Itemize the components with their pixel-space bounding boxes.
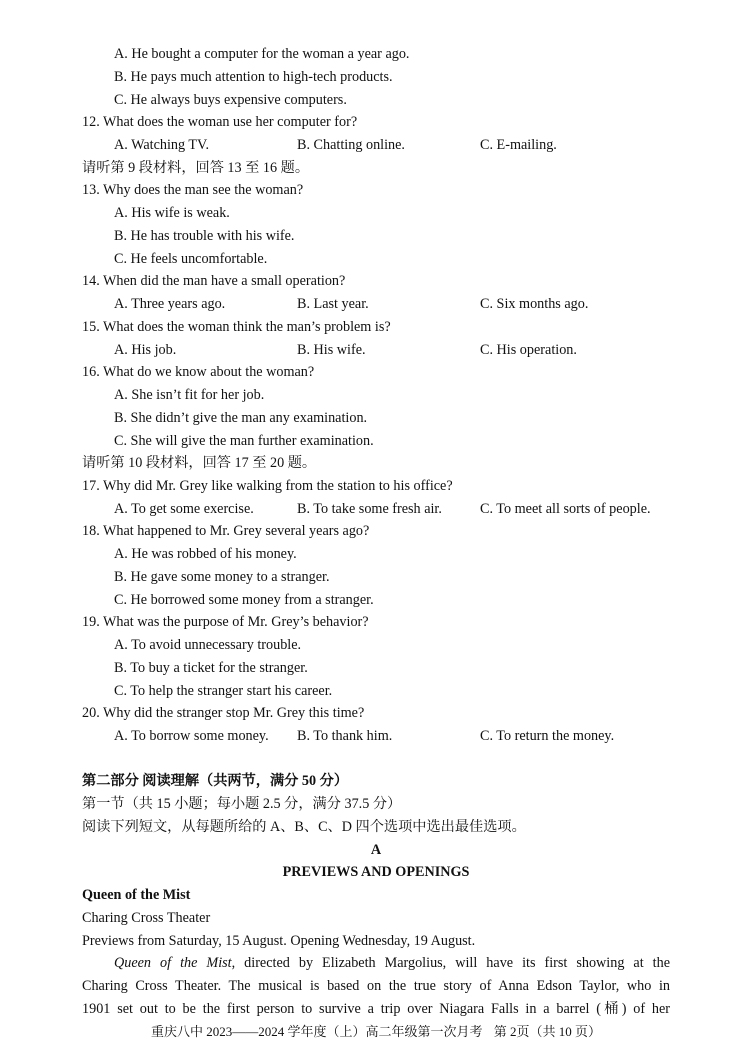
q15-options — [114, 340, 670, 360]
paragraph-line-1-text: , directed by Elizabeth Margolius, will have its first showing at the — [231, 955, 670, 971]
passage-title: PREVIEWS AND OPENINGS — [282, 864, 470, 880]
instruction-section-9: 请听第 9 段材料，回答 13 至 16 题。 — [82, 160, 310, 176]
instruction-section-10: 请听第 10 段材料，回答 17 至 20 题。 — [82, 455, 317, 471]
q17-option-c: C. To meet all sorts of people. — [480, 501, 651, 517]
q14-options — [114, 294, 670, 314]
q20-options — [114, 726, 670, 746]
q17-options — [114, 499, 670, 519]
show-title: Queen of the Mist — [82, 887, 191, 903]
q12-question: 12. What does the woman use her computer for? — [82, 114, 358, 130]
q18-option-a: A. He was robbed of his money. — [114, 546, 297, 562]
q16-option-b: B. She didn’t give the man any examination. — [114, 410, 368, 426]
q11-option-c: C. He always buys expensive computers. — [114, 92, 347, 108]
venue: Charing Cross Theater — [82, 910, 211, 926]
q12-option-c: C. E-mailing. — [480, 137, 557, 153]
q14-option-a: A. Three years ago. — [114, 296, 226, 312]
q15-question: 15. What does the woman think the man’s problem is? — [82, 319, 391, 335]
show-title-inline: Queen of the Mist — [114, 955, 232, 971]
q12-options — [114, 135, 670, 155]
q19-option-b: B. To buy a ticket for the stranger. — [114, 660, 308, 676]
q11-option-a: A. He bought a computer for the woman a year ago. — [114, 46, 410, 62]
q17-option-a: A. To get some exercise. — [114, 501, 254, 517]
part2-instruction: 阅读下列短文，从每题所给的 A、B、C、D 四个选项中选出最佳选项。 — [82, 819, 526, 835]
part2-subheading: 第一节（共 15 小题；每小题 2.5 分，满分 37.5 分） — [82, 796, 402, 812]
q17-option-b: B. To take some fresh air. — [297, 501, 442, 517]
paragraph-line-1 — [114, 953, 670, 973]
q15-option-b: B. His wife. — [297, 342, 366, 358]
paragraph-line-3: 1901 set out to be the first person to survive a trip over Niagara Falls in a barrel (桶) of her — [82, 1001, 670, 1017]
footer-page-number: 第 2页（共 10 页） — [493, 1024, 602, 1039]
passage-letter: A — [370, 842, 382, 858]
paragraph-line-2: Charing Cross Theater. The musical is based on the true story of Anna Edson Taylor, who in — [82, 978, 670, 994]
q14-option-b: B. Last year. — [297, 296, 369, 312]
q16-question: 16. What do we know about the woman? — [82, 364, 315, 380]
q12-option-a: A. Watching TV. — [114, 137, 210, 153]
q19-question: 19. What was the purpose of Mr. Grey’s behavior? — [82, 614, 369, 630]
q15-option-c: C. His operation. — [480, 342, 577, 358]
q16-option-c: C. She will give the man further examination. — [114, 433, 374, 449]
q18-question: 18. What happened to Mr. Grey several years ago? — [82, 523, 370, 539]
q19-option-a: A. To avoid unnecessary trouble. — [114, 637, 302, 653]
q13-option-b: B. He has trouble with his wife. — [114, 228, 295, 244]
q12-option-b: B. Chatting online. — [297, 137, 405, 153]
q18-option-c: C. He borrowed some money from a stranger. — [114, 592, 374, 608]
q14-option-c: C. Six months ago. — [480, 296, 589, 312]
q20-option-b: B. To thank him. — [297, 728, 393, 744]
q13-option-a: A. His wife is weak. — [114, 205, 230, 221]
q20-option-a: A. To borrow some money. — [114, 728, 269, 744]
page-footer — [0, 1023, 752, 1041]
footer-exam-info: 重庆八中 2023——2024 学年度（上）高二年级第一次月考 — [150, 1024, 483, 1039]
q13-option-c: C. He feels uncomfortable. — [114, 251, 268, 267]
q14-question: 14. When did the man have a small operation? — [82, 273, 346, 289]
q19-option-c: C. To help the stranger start his career. — [114, 683, 333, 699]
part2-heading: 第二部分 阅读理解（共两节，满分 50 分） — [82, 773, 349, 789]
q20-option-c: C. To return the money. — [480, 728, 615, 744]
q20-question: 20. Why did the stranger stop Mr. Grey this time? — [82, 705, 365, 721]
preview-dates: Previews from Saturday, 15 August. Opening Wednesday, 19 August. — [82, 933, 476, 949]
q13-question: 13. Why does the man see the woman? — [82, 182, 304, 198]
q18-option-b: B. He gave some money to a stranger. — [114, 569, 330, 585]
q15-option-a: A. His job. — [114, 342, 177, 358]
q11-option-b: B. He pays much attention to high-tech products. — [114, 69, 393, 85]
q16-option-a: A. She isn’t fit for her job. — [114, 387, 265, 403]
q17-question: 17. Why did Mr. Grey like walking from the station to his office? — [82, 478, 453, 494]
